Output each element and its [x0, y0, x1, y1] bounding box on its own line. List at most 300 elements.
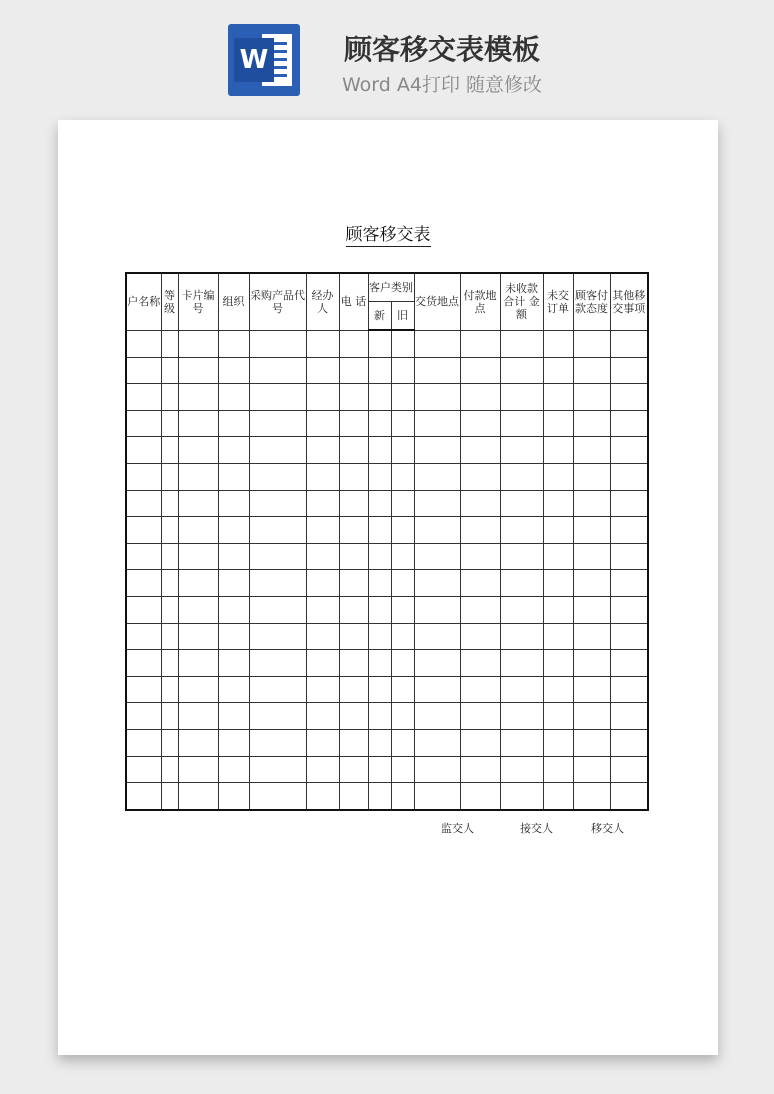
header-organization: 组织 [218, 273, 249, 330]
header-undelivered-orders: 未交订单 [543, 273, 573, 330]
table-cell [573, 783, 610, 810]
table-cell [500, 410, 543, 437]
header-customer-type: 客户类别 [368, 273, 414, 302]
table-cell [218, 543, 249, 570]
table-row [126, 570, 648, 597]
footer-receiver: 接交人 [520, 822, 553, 835]
table-cell [249, 783, 306, 810]
header-type-new: 新 [368, 302, 391, 331]
table-cell [126, 756, 161, 783]
table-cell [306, 570, 339, 597]
table-cell [218, 783, 249, 810]
header-handler: 经办人 [306, 273, 339, 330]
table-cell [368, 543, 391, 570]
table-cell [178, 650, 218, 677]
table-cell [610, 330, 648, 357]
table-cell [573, 357, 610, 384]
header-product-code: 采购产品代号 [249, 273, 306, 330]
table-cell [218, 517, 249, 544]
table-cell [414, 330, 460, 357]
table-cell [126, 729, 161, 756]
table-cell [543, 490, 573, 517]
table-cell [414, 410, 460, 437]
table-cell [414, 437, 460, 464]
table-cell [500, 729, 543, 756]
table-cell [543, 596, 573, 623]
table-cell [543, 703, 573, 730]
table-cell [414, 676, 460, 703]
table-cell [368, 650, 391, 677]
document-page [58, 120, 718, 1055]
table-cell [339, 357, 368, 384]
table-cell [368, 703, 391, 730]
table-cell [610, 756, 648, 783]
table-cell [126, 570, 161, 597]
table-cell [573, 330, 610, 357]
table-cell [414, 756, 460, 783]
table-cell [460, 330, 500, 357]
table-cell [460, 623, 500, 650]
table-cell [161, 330, 178, 357]
table-cell [161, 357, 178, 384]
table-cell [178, 729, 218, 756]
table-cell [573, 517, 610, 544]
table-cell [126, 463, 161, 490]
table-cell [573, 437, 610, 464]
table-cell [500, 570, 543, 597]
table-cell [178, 384, 218, 411]
header-level: 等级 [161, 273, 178, 330]
table-cell [218, 729, 249, 756]
table-cell [610, 729, 648, 756]
table-cell [414, 729, 460, 756]
table-cell [306, 756, 339, 783]
table-cell [249, 463, 306, 490]
table-cell [543, 676, 573, 703]
table-cell [573, 410, 610, 437]
table-cell [126, 384, 161, 411]
table-cell [126, 623, 161, 650]
table-cell [500, 384, 543, 411]
table-cell [391, 570, 414, 597]
banner [0, 0, 774, 110]
table-cell [126, 703, 161, 730]
table-cell [500, 490, 543, 517]
table-cell [218, 676, 249, 703]
table-cell [414, 596, 460, 623]
table-cell [339, 703, 368, 730]
table-row [126, 676, 648, 703]
table-cell [368, 463, 391, 490]
table-cell [573, 384, 610, 411]
table-cell [610, 463, 648, 490]
footer-transferor: 移交人 [591, 822, 624, 835]
table-cell [249, 676, 306, 703]
table-cell [391, 357, 414, 384]
table-cell [414, 357, 460, 384]
header-phone: 电 话 [339, 273, 368, 330]
table-cell [460, 490, 500, 517]
table-cell [500, 756, 543, 783]
table-cell [161, 543, 178, 570]
table-cell [249, 437, 306, 464]
table-cell [249, 410, 306, 437]
table-cell [500, 703, 543, 730]
table-cell [249, 357, 306, 384]
table-cell [460, 570, 500, 597]
table-cell [306, 703, 339, 730]
table-cell [339, 729, 368, 756]
table-cell [368, 729, 391, 756]
table-row [126, 517, 648, 544]
table-cell [368, 410, 391, 437]
table-cell [414, 703, 460, 730]
table-row [126, 783, 648, 810]
table-cell [218, 596, 249, 623]
table-cell [500, 330, 543, 357]
table-cell [249, 596, 306, 623]
table-cell [368, 490, 391, 517]
table-cell [339, 676, 368, 703]
table-cell [573, 543, 610, 570]
banner-title: 顾客移交表模板 [343, 33, 540, 66]
table-cell [543, 357, 573, 384]
table-cell [161, 517, 178, 544]
table-cell [306, 384, 339, 411]
table-cell [500, 543, 543, 570]
table-cell [126, 596, 161, 623]
table-cell [249, 384, 306, 411]
table-cell [460, 543, 500, 570]
table-row [126, 703, 648, 730]
table-cell [178, 357, 218, 384]
table-cell [161, 490, 178, 517]
table-cell [161, 703, 178, 730]
table-cell [573, 596, 610, 623]
table-cell [391, 437, 414, 464]
table-cell [126, 517, 161, 544]
table-cell [306, 623, 339, 650]
table-cell [391, 490, 414, 517]
table-cell [391, 330, 414, 357]
table-cell [339, 543, 368, 570]
table-cell [161, 570, 178, 597]
header-delivery-place: 交货地点 [414, 273, 460, 330]
table-cell [414, 490, 460, 517]
table-cell [543, 623, 573, 650]
table-cell [460, 357, 500, 384]
table-cell [249, 756, 306, 783]
table-cell [460, 703, 500, 730]
table-cell [178, 623, 218, 650]
table-cell [249, 517, 306, 544]
table-cell [178, 596, 218, 623]
footer-supervisor: 监交人 [441, 822, 474, 835]
table-cell [610, 650, 648, 677]
table-cell [414, 650, 460, 677]
table-cell [178, 676, 218, 703]
table-cell [460, 596, 500, 623]
table-cell [543, 463, 573, 490]
table-cell [306, 437, 339, 464]
table-cell [218, 437, 249, 464]
table-row [126, 330, 648, 357]
table-cell [218, 490, 249, 517]
table-row [126, 596, 648, 623]
table-cell [368, 330, 391, 357]
table-cell [161, 756, 178, 783]
table-cell [414, 570, 460, 597]
table-cell [306, 517, 339, 544]
table-cell [460, 463, 500, 490]
table-cell [339, 517, 368, 544]
table-cell [500, 437, 543, 464]
table-cell [610, 570, 648, 597]
table-cell [610, 410, 648, 437]
header-payment-place: 付款地点 [460, 273, 500, 330]
table-cell [218, 623, 249, 650]
table-cell [460, 410, 500, 437]
table-cell [339, 384, 368, 411]
table-cell [368, 676, 391, 703]
table-row [126, 490, 648, 517]
table-cell [500, 650, 543, 677]
table-cell [161, 676, 178, 703]
table-cell [500, 357, 543, 384]
table-cell [161, 729, 178, 756]
table-cell [249, 729, 306, 756]
table-cell [460, 384, 500, 411]
table-cell [543, 437, 573, 464]
table-cell [126, 410, 161, 437]
table-cell [460, 676, 500, 703]
table-cell [339, 410, 368, 437]
table-cell [339, 463, 368, 490]
table-cell [218, 650, 249, 677]
table-cell [543, 330, 573, 357]
table-cell [573, 570, 610, 597]
table-cell [391, 384, 414, 411]
table-cell [460, 756, 500, 783]
table-body [126, 330, 648, 810]
table-row [126, 357, 648, 384]
table-cell [368, 783, 391, 810]
table-cell [339, 570, 368, 597]
table-cell [414, 783, 460, 810]
table-row [126, 410, 648, 437]
table-cell [178, 463, 218, 490]
table-cell [368, 596, 391, 623]
table-cell [391, 783, 414, 810]
table-cell [178, 783, 218, 810]
table-cell [391, 543, 414, 570]
table-cell [391, 410, 414, 437]
document-title [58, 220, 718, 245]
table-cell [391, 650, 414, 677]
table-cell [543, 410, 573, 437]
table-row [126, 729, 648, 756]
table-cell [306, 490, 339, 517]
table-cell [500, 623, 543, 650]
header-payment-attitude: 顾客付款态度 [573, 273, 610, 330]
table-cell [391, 623, 414, 650]
table-cell [610, 703, 648, 730]
table-cell [460, 517, 500, 544]
table-cell [460, 783, 500, 810]
table-cell [249, 650, 306, 677]
table-cell [218, 357, 249, 384]
table-cell [610, 676, 648, 703]
table-cell [218, 330, 249, 357]
table-row [126, 437, 648, 464]
table-cell [573, 756, 610, 783]
table-cell [339, 623, 368, 650]
table-cell [573, 623, 610, 650]
table-cell [543, 384, 573, 411]
table-cell [218, 463, 249, 490]
table-cell [460, 437, 500, 464]
table-cell [391, 676, 414, 703]
table-cell [126, 543, 161, 570]
table-cell [368, 756, 391, 783]
table-cell [573, 703, 610, 730]
table-cell [218, 410, 249, 437]
table-cell [543, 756, 573, 783]
table-row [126, 756, 648, 783]
table-cell [126, 783, 161, 810]
table-cell [178, 703, 218, 730]
table-cell [368, 570, 391, 597]
table-cell [161, 650, 178, 677]
table-cell [460, 650, 500, 677]
table-cell [178, 437, 218, 464]
table-cell [414, 517, 460, 544]
table-cell [543, 729, 573, 756]
table-cell [339, 756, 368, 783]
table-cell [161, 783, 178, 810]
table-cell [573, 490, 610, 517]
table-cell [391, 463, 414, 490]
table-cell [543, 543, 573, 570]
table-cell [368, 623, 391, 650]
table-cell [178, 517, 218, 544]
table-cell [543, 517, 573, 544]
table-cell [368, 384, 391, 411]
table-cell [178, 330, 218, 357]
table-cell [391, 517, 414, 544]
table-cell [126, 676, 161, 703]
header-unreceived-amount: 未收款合计 金 额 [500, 273, 543, 330]
table-cell [543, 650, 573, 677]
table-cell [249, 543, 306, 570]
table-cell [218, 570, 249, 597]
table-cell [610, 437, 648, 464]
table-cell [339, 596, 368, 623]
table-cell [573, 463, 610, 490]
table-cell [391, 703, 414, 730]
table-row [126, 543, 648, 570]
table-cell [126, 330, 161, 357]
table-cell [306, 357, 339, 384]
table-cell [610, 357, 648, 384]
document-title-text: 顾客移交表 [345, 225, 431, 245]
table-cell [306, 729, 339, 756]
table-cell [161, 384, 178, 411]
table-cell [249, 570, 306, 597]
table-cell [500, 676, 543, 703]
table-cell [306, 650, 339, 677]
table-row [126, 463, 648, 490]
table-cell [306, 463, 339, 490]
transfer-table [125, 272, 649, 811]
table-cell [249, 330, 306, 357]
table-cell [610, 543, 648, 570]
table-cell [414, 543, 460, 570]
table-cell [610, 596, 648, 623]
table-cell [126, 490, 161, 517]
table-cell [573, 729, 610, 756]
table-row [126, 384, 648, 411]
table-cell [178, 570, 218, 597]
table-cell [610, 490, 648, 517]
header-card-no: 卡片编号 [178, 273, 218, 330]
table-cell [414, 463, 460, 490]
table-row [126, 623, 648, 650]
table-cell [218, 703, 249, 730]
table-cell [339, 437, 368, 464]
banner-subtitle: Word A4打印 随意修改 [341, 74, 542, 96]
table-cell [218, 756, 249, 783]
header-customer-name: 户名称 [126, 273, 161, 330]
table-cell [339, 650, 368, 677]
table-cell [161, 410, 178, 437]
table-cell [306, 783, 339, 810]
table-cell [126, 357, 161, 384]
table-cell [573, 676, 610, 703]
table-cell [126, 650, 161, 677]
table-cell [178, 490, 218, 517]
header-type-old: 旧 [391, 302, 414, 331]
table-row [126, 650, 648, 677]
table-cell [178, 410, 218, 437]
table-cell [161, 623, 178, 650]
table-cell [573, 650, 610, 677]
table-cell [249, 703, 306, 730]
table-cell [306, 676, 339, 703]
table-cell [500, 783, 543, 810]
table-cell [610, 623, 648, 650]
table-cell [161, 596, 178, 623]
table-cell [500, 517, 543, 544]
table-cell [368, 517, 391, 544]
word-icon [228, 24, 300, 96]
table-cell [339, 330, 368, 357]
table-cell [610, 783, 648, 810]
table-cell [218, 384, 249, 411]
table-cell [306, 543, 339, 570]
table-cell [610, 517, 648, 544]
table-cell [543, 570, 573, 597]
table-cell [339, 783, 368, 810]
table-cell [610, 384, 648, 411]
table-cell [249, 623, 306, 650]
table-cell [178, 543, 218, 570]
table-cell [306, 596, 339, 623]
table-cell [500, 463, 543, 490]
table-cell [391, 729, 414, 756]
table-cell [460, 729, 500, 756]
table-cell [178, 756, 218, 783]
